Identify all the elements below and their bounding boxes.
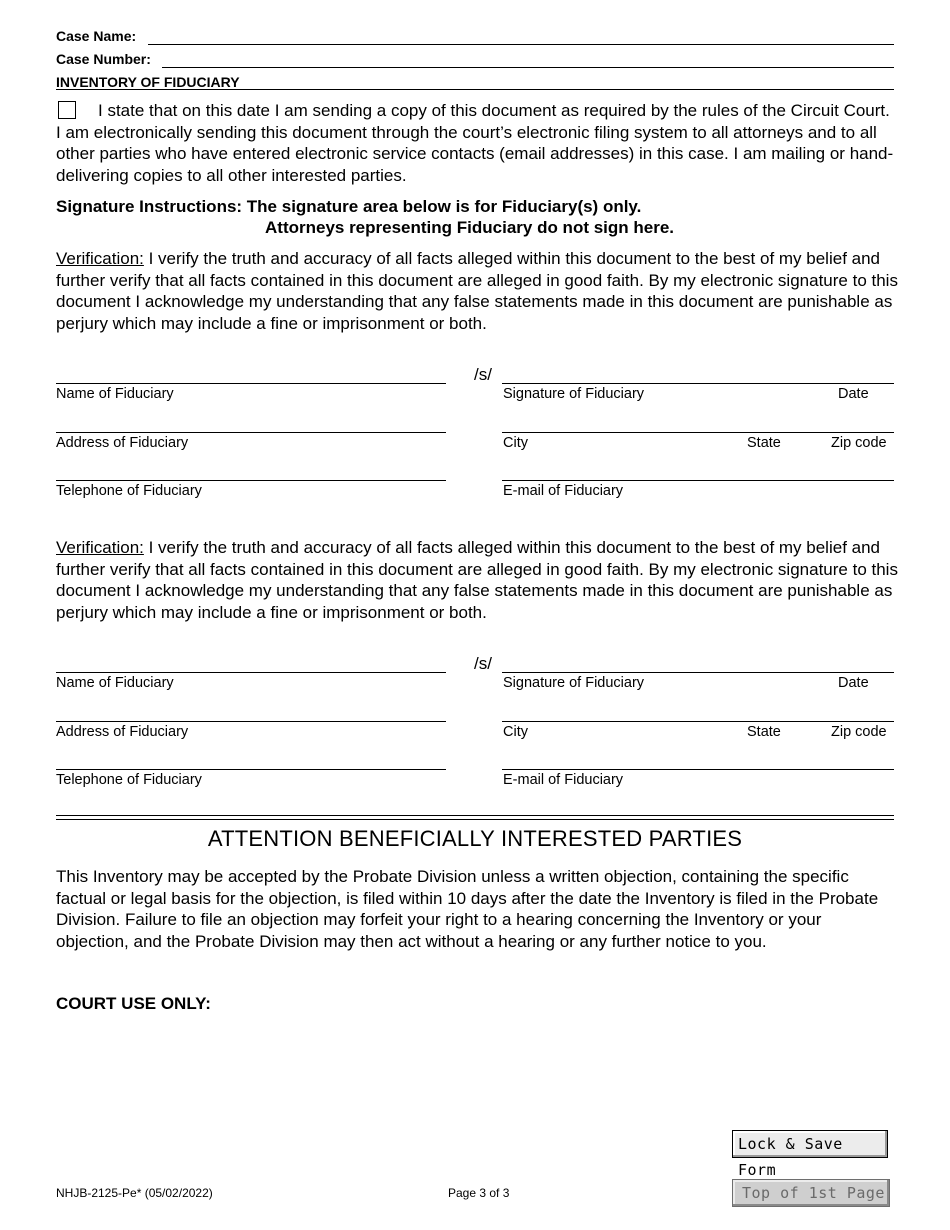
signature-prefix: /s/ [474, 654, 492, 673]
section-divider [56, 815, 894, 820]
date-label: Date [838, 386, 869, 402]
zip-code-label: Zip code [831, 724, 887, 740]
date-label: Date [838, 675, 869, 691]
email-of-fiduciary-label: E-mail of Fiduciary [503, 483, 624, 499]
email-of-fiduciary-field[interactable] [502, 480, 894, 481]
signature-prefix: /s/ [474, 365, 492, 384]
name-of-fiduciary-label: Name of Fiduciary [56, 675, 174, 691]
form-code: NHJB-2125-Pe* (05/02/2022) [56, 1186, 213, 1200]
state-label: State [747, 724, 781, 740]
header-divider [56, 89, 894, 90]
verification-paragraph-1 [56, 248, 898, 334]
lock-save-form-button[interactable]: Lock & Save Form [732, 1130, 888, 1158]
attention-text: This Inventory may be accepted by the Probate Division unless a written objection, containing the specific factual or legal basis for the objection, is filed within 10 days after the date the Inventory is filed in the Probate Division. Failure to file an objection may forfeit your right to a hearing concerning the Inventory or your objection, and the Probate Division may then act without a hearing or any further notice to you. [56, 867, 879, 951]
city-state-zip-field[interactable] [502, 721, 894, 722]
telephone-of-fiduciary-field[interactable] [56, 769, 446, 770]
verification-label: Verification: [56, 538, 144, 557]
email-of-fiduciary-label: E-mail of Fiduciary [503, 772, 624, 788]
city-label: City [503, 435, 528, 451]
telephone-of-fiduciary-label: Telephone of Fiduciary [56, 483, 202, 499]
city-label: City [503, 724, 528, 740]
signature-instructions-line2: Attorneys representing Fiduciary do not sign here. [265, 218, 675, 237]
name-of-fiduciary-field[interactable] [56, 672, 446, 673]
signature-instructions-line1: Signature Instructions: The signature area below is for Fiduciary(s) only. [56, 197, 642, 216]
address-of-fiduciary-label: Address of Fiduciary [56, 435, 189, 451]
form-title: INVENTORY OF FIDUCIARY [56, 74, 240, 90]
state-label: State [747, 435, 781, 451]
top-of-first-page-button[interactable]: Top of 1st Page [732, 1179, 890, 1207]
signature-of-fiduciary-field[interactable] [502, 672, 894, 673]
address-of-fiduciary-field[interactable] [56, 432, 446, 433]
verification-text: I verify the truth and accuracy of all facts alleged within this document to the best of my belief and further verify that all facts contained in this document are alleged in good faith. By my electronic signature to this document I acknowledge my understanding that any false statements made in this document are punishable as perjury which may include a fine or imprisonment or both. [56, 538, 898, 622]
signature-of-fiduciary-field[interactable] [502, 383, 894, 384]
verification-text: I verify the truth and accuracy of all facts alleged within this document to the best of my belief and further verify that all facts contained in this document are alleged in good faith. By my electronic signature to this document I acknowledge my understanding that any false statements made in this document are punishable as perjury which may include a fine or imprisonment or both. [56, 249, 898, 333]
attention-title: ATTENTION BENEFICIALLY INTERESTED PARTIES [207, 826, 743, 851]
address-of-fiduciary-field[interactable] [56, 721, 446, 722]
name-of-fiduciary-field[interactable] [56, 383, 446, 384]
signature-of-fiduciary-label: Signature of Fiduciary [503, 675, 645, 691]
certification-text: I state that on this date I am sending a copy of this document as required by the rules of the Circuit Court. I am electronically sending this document through the court’s electronic filing system to all attorneys and to all other parties who have entered electronic service contacts (email addresses) in this case. I am mailing or hand-delivering copies to all other interested parties. [56, 101, 894, 185]
email-of-fiduciary-field[interactable] [502, 769, 894, 770]
signature-of-fiduciary-label: Signature of Fiduciary [503, 386, 645, 402]
case-name-label: Case Name: [56, 28, 137, 44]
case-number-label: Case Number: [56, 51, 151, 67]
page-number: Page 3 of 3 [448, 1186, 510, 1200]
verification-paragraph-2 [56, 537, 898, 623]
case-name-field[interactable] [148, 44, 894, 45]
zip-code-label: Zip code [831, 435, 887, 451]
case-number-field[interactable] [162, 67, 894, 68]
telephone-of-fiduciary-label: Telephone of Fiduciary [56, 772, 202, 788]
address-of-fiduciary-label: Address of Fiduciary [56, 724, 189, 740]
city-state-zip-field[interactable] [502, 432, 894, 433]
telephone-of-fiduciary-field[interactable] [56, 480, 446, 481]
name-of-fiduciary-label: Name of Fiduciary [56, 386, 174, 402]
court-use-only-label: COURT USE ONLY: [56, 994, 211, 1013]
verification-label: Verification: [56, 249, 144, 268]
